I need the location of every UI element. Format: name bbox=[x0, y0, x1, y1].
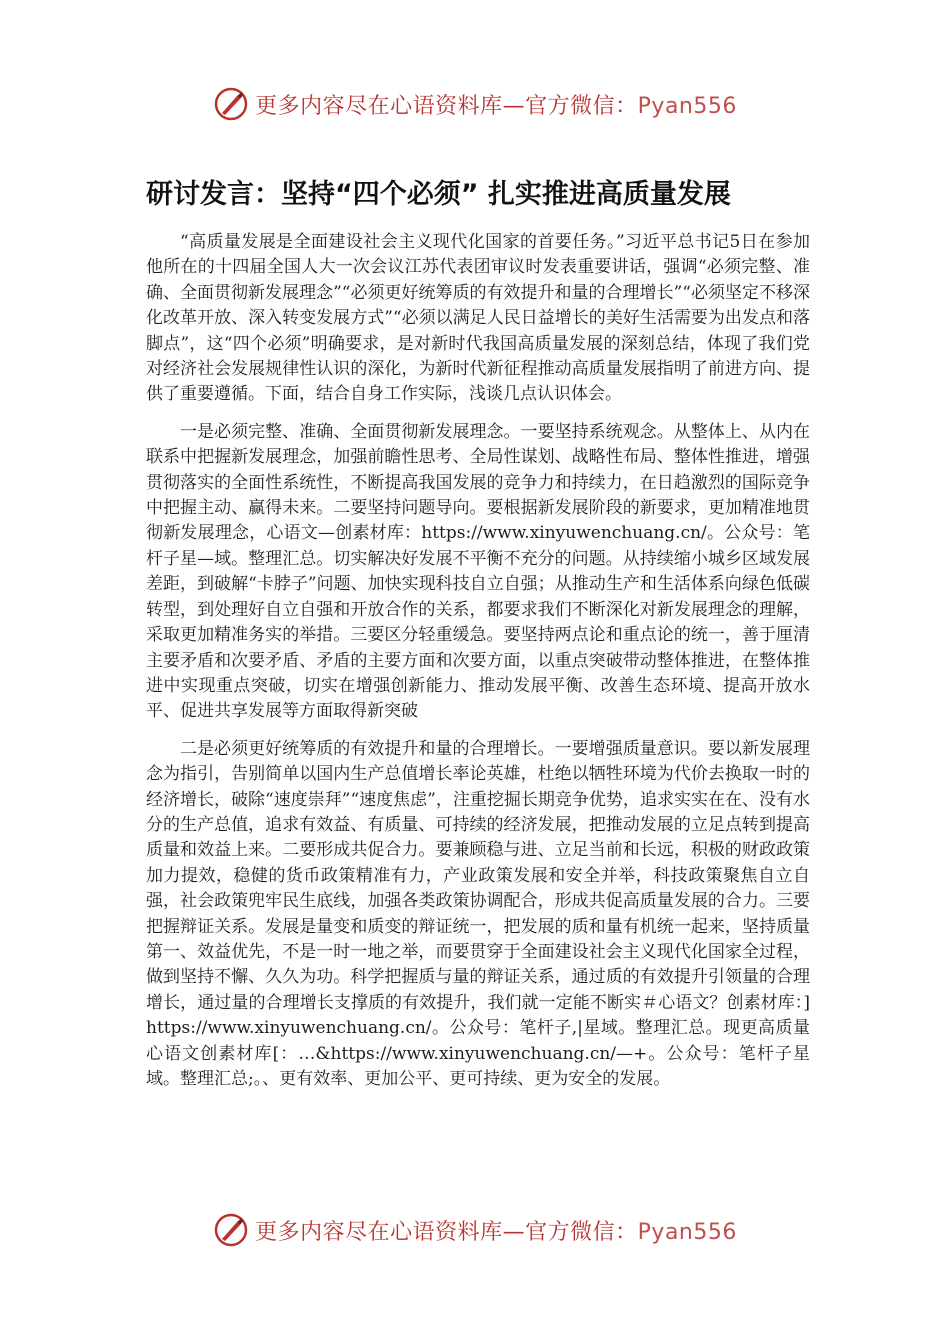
paragraph-point-two: 二是必须更好统筹质的有效提升和量的合理增长。一要增强质量意识。要以新发展理念为指引，告别简单以国内生产总值增长率论英雄，杜绝以牺牲环境为代价去换取一时的经济增长，破除“速度崇拜”“速度焦虑”，注重挖掘长期竞争优势，追求实实在在、没有水分的生产总值，追求有效益、有质量、可持续的经济发展，把推动发展的立足点转到提高质量和效益上来。二要形成共促合力。要兼顾稳与进、立足当前和长远，积极的财政政策加力提效，稳健的货币政策精准有力，产业政策发展和安全并举，科技政策聚焦自立自强，社会政策兜牢民生底线，加强各类政策协调配合，形成共促高质量发展的合力。三要把握辩证关系。发展是量变和质变的辩证统一，把发展的质和量有机统一起来，坚持质量第一、效益优先，不是一时一地之举，而要贯穿于全面建设社会主义现代化国家全过程，做到坚持不懈、久久为功。科学把握质与量的辩证关系，通过质的有效提升引领量的合理增长，通过量的合理增长支撑质的有效提升，我们就一定能不断实＃心语文？创素材库：]https://www.xinyuwenchuang.cn/。公众号：笔杆子,|星域。整理汇总。现更高质量心语文创素材库[：…&https://www.xinyuwenchuang.cn/—+。公众号：笔杆子星域。整理汇总;。、更有效率、更加公平、更可持续、更为安全的发展。 bbox=[146, 738, 810, 1089]
paragraph-intro: “高质量发展是全面建设社会主义现代化国家的首要任务。”习近平总书记5日在参加他所在的十四届全国人大一次会议江苏代表团审议时发表重要讲话，强调“必须完整、准确、全面贯彻新发展理念”“必须更好统筹质的有效提升和量的合理增长”“必须坚定不移深化改革开放、深入转变发展方式”“必须以满足人民日益增长的美好生活需要为出发点和落脚点”，这“四个必须”明确要求，是对新时代我国高质量发展的深刻总结，体现了我们党对经济社会发展规律性认识的深化，为新时代新征程推动高质量发展指明了前进方向、提供了重要遵循。下面，结合自身工作实际，浅谈几点认识体会。 bbox=[146, 232, 810, 405]
banner-text: 更多内容尽在心语资料库—官方微信： bbox=[255, 1219, 638, 1245]
banner-text: 更多内容尽在心语资料库—官方微信： bbox=[255, 93, 638, 119]
page-title: 研讨发言：坚持“四个必须” 扎实推进高质量发展 bbox=[146, 179, 731, 210]
paragraph-point-one: 一是必须完整、准确、全面贯彻新发展理念。一要坚持系统观念。从整体上、从内在联系中把握新发展理念，加强前瞻性思考、全局性谋划、战略性布局、整体性推进，增强贯彻落实的全面性系统性，不断提高我国发展的竞争力和持续力，在日趋激烈的国际竞争中把握主动、赢得未来。二要坚持问题导向。要根据新发展阶段的新要求，更加精准地贯彻新发展理念，心语文—创素材库：https://www.xinyuwenchuang.cn/。公众号：笔杆子星—域。整理汇总。切实解决好发展不平衡不充分的问题。从持续缩小城乡区域发展差距，到破解“卡脖子”问题、加快实现科技自立自强；从推动生产和生活体系向绿色低碳转型，到处理好自立自强和开放合作的关系，都要求我们不断深化对新发展理念的理解，采取更加精准务实的举措。三要区分轻重缓急。要坚持两点论和重点论的统一，善于厘清主要矛盾和次要矛盾、矛盾的主要方面和次要方面，以重点突破带动整体推进，在整体推进中实现重点突破，切实在增强创新能力、推动发展平衡、改善生态环境、提高开放水平、促进共享发展等方面取得新突破 bbox=[146, 421, 810, 722]
footer-banner bbox=[0, 1208, 950, 1252]
pen-quill-logo-icon bbox=[213, 1212, 249, 1248]
article-body bbox=[146, 230, 810, 1104]
wechat-id: Pyan556 bbox=[637, 93, 737, 119]
header-banner bbox=[0, 82, 950, 126]
pen-quill-logo-icon bbox=[213, 86, 249, 122]
wechat-id: Pyan556 bbox=[637, 1219, 737, 1245]
